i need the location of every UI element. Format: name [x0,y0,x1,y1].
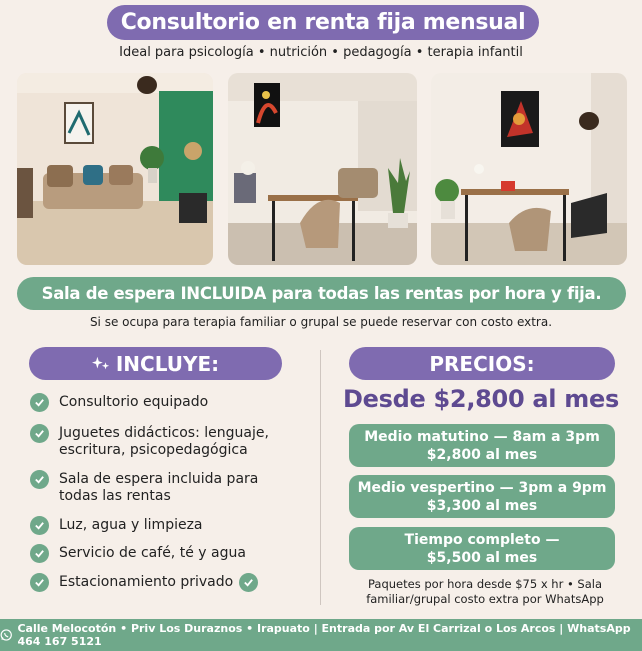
office-desk-photo-1 [228,73,417,265]
price-option-full-time: Tiempo completo — $5,500 al mes [349,527,615,570]
list-item: Estacionamiento privado [30,574,320,599]
starting-price: Desde $2,800 al mes [343,385,619,413]
check-icon [239,573,258,592]
check-icon [30,424,49,443]
includes-header [29,347,282,380]
includes-title: INCLUYE: [115,351,220,376]
list-item: Juguetes didácticos: lenguaje, escritura, psicopedagógica [30,425,320,471]
subtitle: Ideal para psicología • nutrición • pedagogía • terapia infantil [119,45,523,60]
waiting-room-banner: Sala de espera INCLUIDA para todas las rentas por hora y fija. [17,277,626,310]
footer-bar [0,619,642,651]
office-desk-photo-2 [431,73,627,265]
main-title: Consultorio en renta fija mensual [107,5,539,40]
check-icon [30,516,49,535]
list-item: Servicio de café, té y agua [30,545,320,574]
group-therapy-note: Si se ocupa para terapia familiar o grupal se puede reservar con costo extra. [89,315,553,329]
hourly-packages-note: Paquetes por hora desde $75 x hr • Sala familiar/grupal costo extra por WhatsApp [366,577,604,606]
check-icon [30,573,49,592]
list-item: Sala de espera incluida para todas las rentas [30,471,320,517]
check-icon [30,470,49,489]
waiting-room-photo [17,73,213,265]
includes-list [30,394,320,599]
check-icon [30,393,49,412]
footer-address: Calle Melocotón • Priv Los Duraznos • Irapuato | Entrada por Av El Carrizal o Los Arcos | WhatsApp 464 167 5121 [17,622,631,648]
check-icon [30,544,49,563]
price-option-evening: Medio vespertino — 3pm a 9pm $3,300 al mes [349,475,615,518]
sparkle-icon [92,355,110,373]
list-item: Consultorio equipado [30,394,320,419]
price-option-morning: Medio matutino — 8am a 3pm $2,800 al mes [349,424,615,467]
whatsapp-icon [0,628,12,642]
prices-header: PRECIOS: [349,347,615,380]
list-item: Luz, agua y limpieza [30,517,320,545]
